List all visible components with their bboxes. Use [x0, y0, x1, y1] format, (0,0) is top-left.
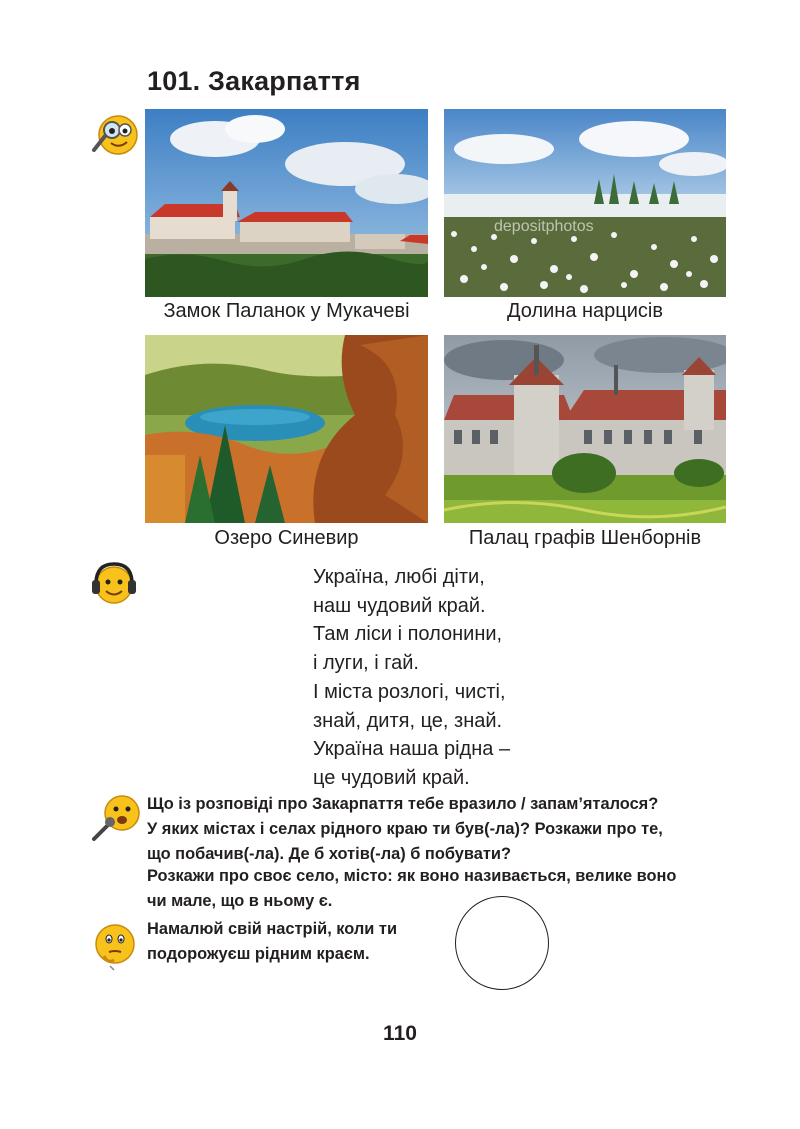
palace-photo: [444, 335, 726, 523]
poem-line: Україна наша рідна –: [313, 738, 511, 761]
question-line: чи мале, що в ньому є.: [147, 892, 333, 910]
poem-line: знай, дитя, це, знай.: [313, 709, 503, 732]
magnifier-smiley-icon: [88, 110, 140, 158]
question-line: Що із розповіді про Закарпаття тебе вразило / запам’яталося?: [147, 795, 659, 813]
narcissus-valley-photo: [444, 109, 726, 297]
watermark-text: depositphotos: [494, 218, 594, 235]
poem-line: наш чудовий край.: [313, 594, 486, 617]
question-line: У яких містах і селах рідного краю ти був(-ла)? Розкажи про те,: [147, 820, 663, 838]
mood-drawing-circle[interactable]: [455, 896, 549, 990]
draw-task-line: подорожуєш рідним краєм.: [147, 945, 370, 963]
poem-line: це чудовий край.: [313, 766, 470, 789]
caption-palace: Палац графів Шенборнів: [468, 527, 702, 549]
poem-line: І міста розлогі, чисті,: [313, 680, 506, 703]
lake-photo: [145, 335, 428, 523]
caption-lake: Озеро Синевир: [214, 527, 359, 549]
page-number: 110: [383, 1022, 417, 1045]
poem-line: Україна, любі діти,: [313, 566, 485, 588]
page-title: 101. Закарпаття: [147, 66, 361, 96]
question-line: що побачив(-ла). Де б хотів(-ла) б побувати?: [147, 845, 511, 863]
poem-line: Там ліси і полонини,: [313, 623, 503, 646]
question-line: Розкажи про своє село, місто: як воно називається, велике воно: [147, 867, 677, 885]
microphone-smiley-icon: [88, 793, 144, 843]
caption-castle: Замок Паланок у Мукачеві: [163, 300, 410, 322]
castle-photo: [145, 109, 428, 297]
poem-line: і луги, і гай.: [313, 652, 419, 675]
thinking-smiley-icon: [90, 920, 140, 972]
headphones-smiley-icon: [90, 560, 138, 606]
caption-narcissus-valley: Долина нарцисів: [506, 300, 663, 322]
draw-task-line: Намалюй свій настрій, коли ти: [147, 920, 398, 938]
poem: [313, 563, 510, 793]
